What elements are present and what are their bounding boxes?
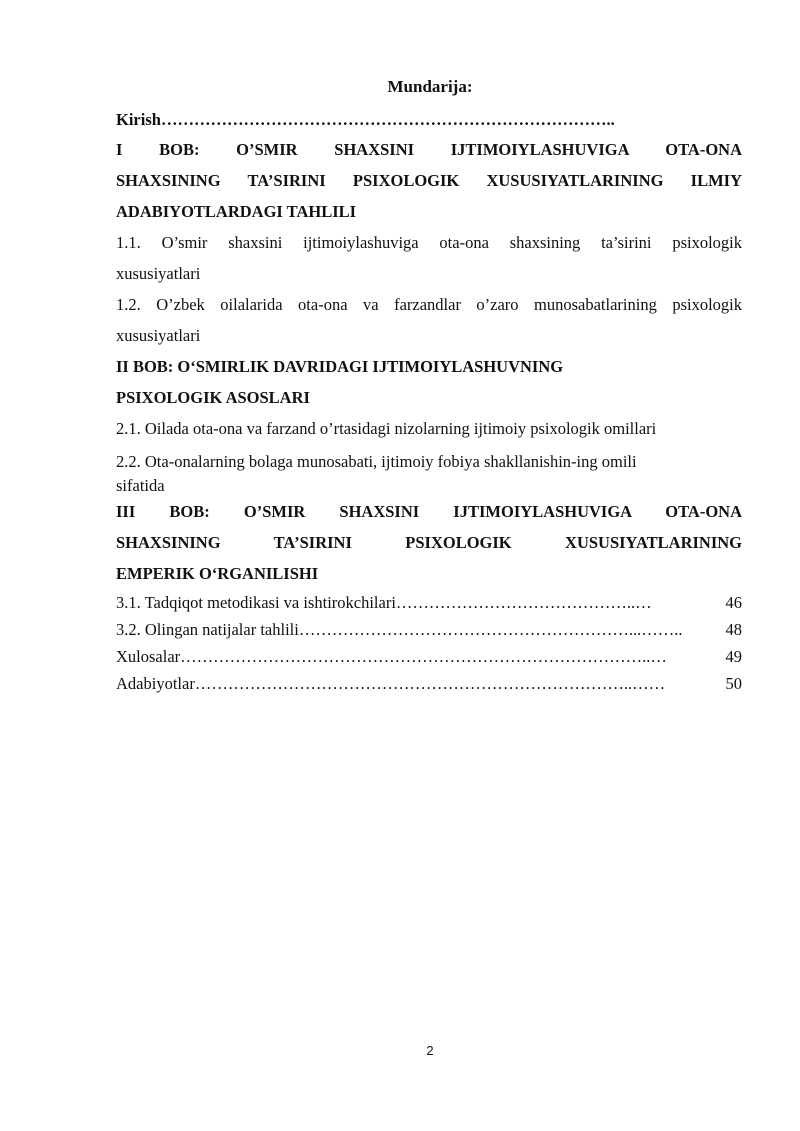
toc-chapter-3-line-2: SHAXSINING TA’SIRINI PSIXOLOGIK XUSUSIYATLARINING — [116, 533, 742, 552]
toc-chapter-1 — [116, 134, 742, 227]
toc-chapter-2-line-2: PSIXOLOGIK ASOSLARI — [116, 388, 310, 407]
toc-entry — [116, 670, 742, 697]
toc-chapter-3 — [116, 496, 742, 589]
toc-section-1-1 — [116, 227, 742, 289]
toc-entry-dots: …………………………………………………………………………..… — [180, 647, 667, 666]
toc-entry-page: 49 — [725, 647, 742, 666]
toc-section-2-2 — [116, 448, 742, 496]
toc-entry — [116, 643, 742, 670]
toc-entry-dots: ……………………………………..… — [395, 593, 652, 612]
toc-entries — [116, 589, 742, 697]
toc-entry-label: 3.2. Olingan natijalar tahlili — [116, 620, 299, 639]
toc-section-2-2-line-2: sifatida — [116, 476, 165, 495]
page-number: 2 — [426, 1043, 434, 1058]
toc-entry — [116, 616, 742, 643]
toc-entry-label: 3.1. Tadqiqot metodikasi va ishtirokchilari — [116, 593, 396, 612]
toc-entry-page: 46 — [725, 593, 742, 612]
toc-section-1-2 — [116, 289, 742, 351]
toc-entry — [116, 589, 742, 616]
toc-intro-label: Kirish — [116, 110, 161, 129]
page-title: Mundarija: — [387, 77, 473, 96]
toc-intro — [116, 106, 686, 134]
toc-chapter-1-line-1: I BOB: O’SMIR SHAXSINI IJTIMOIYLASHUVIGA OTA-ONA — [116, 140, 742, 159]
toc-section-2-2-line-1: 2.2. Ota-onalarning bolaga munosabati, ijtimoiy fobiya shakllanishin-ing omili — [116, 452, 637, 471]
toc-entry-label: Xulosalar — [116, 647, 181, 666]
toc-entry-dots: ……………………………………………………………………..…… — [194, 674, 666, 693]
toc-section-1-2-line-1: 1.2. O’zbek oilalarida ota-ona va farzandlar o’zaro munosabatlarining psixologik — [116, 295, 742, 314]
toc-chapter-2 — [116, 351, 742, 413]
toc-entry-page: 50 — [725, 674, 742, 693]
toc-chapter-2-line-1: II BOB: O‘SMIRLIK DAVRIDAGI IJTIMOIYLASHUVNING — [116, 357, 564, 376]
toc-chapter-1-line-2: SHAXSINING TA’SIRINI PSIXOLOGIK XUSUSIYATLARINING ILMIY — [116, 171, 742, 190]
toc-intro-dots: ……………………………………………………………………….. — [160, 110, 615, 129]
toc-entry-dots: ……………………………………………………...…….. — [298, 620, 683, 639]
table-of-contents — [116, 106, 742, 697]
toc-section-1-1-line-2: xususiyatlari — [116, 264, 201, 283]
toc-entry-page: 48 — [725, 620, 742, 639]
toc-section-1-2-line-2: xususiyatlari — [116, 326, 201, 345]
toc-chapter-1-line-3: ADABIYOTLARDAGI TAHLILI — [116, 202, 357, 221]
toc-section-2-1-line-1: 2.1. Oilada ota-ona va farzand o’rtasidagi nizolarning ijtimoiy psixologik omillari — [116, 419, 657, 438]
toc-chapter-3-line-1: III BOB: O’SMIR SHAXSINI IJTIMOIYLASHUVIGA OTA-ONA — [116, 502, 742, 521]
toc-section-2-1 — [116, 413, 742, 444]
toc-chapter-3-line-3: EMPERIK O‘RGANILISHI — [116, 564, 319, 583]
toc-entry-label: Adabiyotlar — [116, 674, 195, 693]
toc-section-1-1-line-1: 1.1. O’smir shaxsini ijtimoiylashuviga ota-ona shaxsining ta’sirini psixologik — [116, 233, 742, 252]
